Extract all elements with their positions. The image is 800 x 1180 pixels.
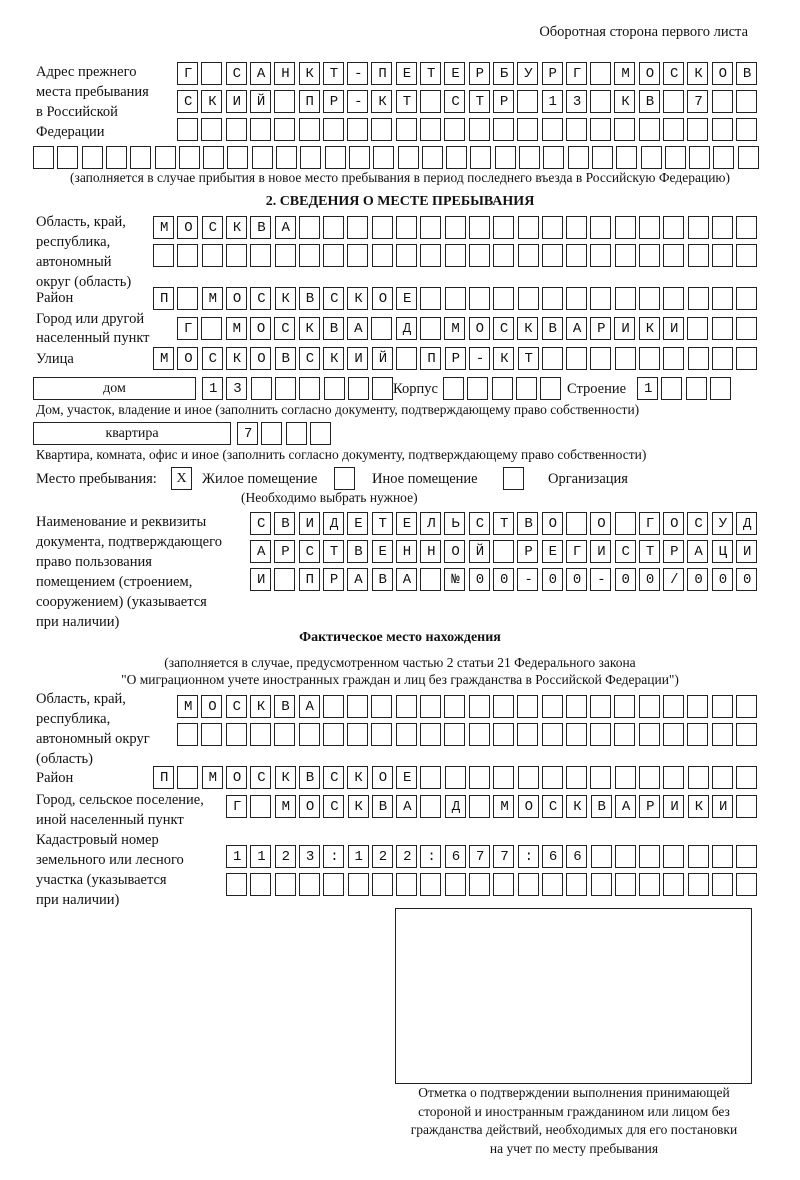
- cell-row-text: Г МОСКВА Д МОСКВАРИКИ: [233, 799, 768, 815]
- house-note: Дом, участок, владение и иное (заполнить согласно документу, подтверждающему право собственности): [36, 402, 640, 417]
- stay-place-checkbox-other[interactable]: [334, 467, 355, 490]
- cell-row-text: 7: [244, 426, 342, 442]
- label-line: Область, край,: [36, 214, 126, 230]
- stay-place-note: (Необходимо выбрать нужное): [241, 490, 418, 505]
- label-line: Адрес прежнего: [36, 64, 137, 80]
- cell-row-text: АРСТВЕННОЙ РЕГИСТРАЦИ: [257, 544, 768, 560]
- label-line: места пребывания: [36, 84, 149, 100]
- cell-row-text: [160, 244, 768, 268]
- cell-row-text: МОСКВА: [160, 220, 768, 236]
- actual-region-label: [36, 689, 150, 769]
- label-line: земельного или лесного: [36, 852, 184, 868]
- actual-city-label: [36, 790, 204, 830]
- cell-row-text: П МОСКВСКОЕ: [160, 291, 768, 307]
- actual-location-title: Фактическое место нахождения: [299, 630, 501, 645]
- stay-place-checkbox-residential[interactable]: X: [171, 467, 192, 490]
- cell-row-text: Г МОСКВА Д МОСКВАРИКИ: [184, 321, 768, 337]
- cell-row-text: [40, 146, 769, 170]
- label-line: Область, край,: [36, 691, 126, 707]
- cell-row-text: МОСКОВСКИЙ ПР-КТ: [160, 351, 768, 367]
- label-line: помещением (строением,: [36, 574, 193, 590]
- cell-row-text: П МОСКВСКОЕ: [160, 770, 768, 786]
- cell-row-text: СВИДЕТЕЛЬСТВО О ГОСУД: [257, 516, 768, 532]
- label-line: при наличии): [36, 892, 120, 908]
- label-line: республика,: [36, 711, 111, 727]
- label-line: участка (указывается: [36, 872, 167, 888]
- caption-line: гражданства действий, необходимых для его постановки: [410, 1122, 738, 1137]
- caption-line: стороной и иностранным гражданином или лицом без: [418, 1103, 730, 1119]
- label-line: Федерации: [36, 124, 105, 140]
- label-line: Город, сельское поселение,: [36, 792, 204, 808]
- label-line: округ (область): [36, 274, 132, 290]
- region-label: [36, 212, 131, 292]
- actual-location-note-2: "О миграционном учете иностранных граждан и лиц без гражданства в Российской Федерации"): [121, 672, 679, 687]
- house-type-field[interactable]: дом: [33, 377, 196, 400]
- stay-place-checkbox-organization[interactable]: [503, 467, 524, 490]
- cell-row-text: СКИЙ ПР-КТ СТР 13 КВ 7: [184, 94, 768, 110]
- cell-row-text: [184, 723, 767, 747]
- actual-location-note-1: (заполняется в случае, предусмотренном частью 2 статьи 21 Федерального закона: [164, 655, 636, 670]
- city-label: [36, 310, 150, 348]
- street-label: Улица: [36, 351, 74, 367]
- caption-line: на учет по месту пребывания: [489, 1140, 659, 1156]
- cell-row-text: [184, 118, 767, 142]
- label-line: Город или другой: [36, 311, 145, 327]
- previous-address-note: (заполняется в случае прибытия в новое место пребывания в период последнего въезда в Российскую Федерацию): [69, 170, 731, 185]
- cell-row-text: 1123:122:677:66: [233, 849, 768, 865]
- label-line: Наименование и реквизиты: [36, 514, 207, 530]
- district-label: Район: [36, 290, 74, 306]
- label-line: документа, подтверждающего: [36, 534, 222, 550]
- cell-row-text: Г САНКТ-ПЕТЕРБУРГ МОСКОВ: [184, 66, 768, 82]
- document-label: [36, 512, 222, 632]
- cell-row-text: 1: [644, 381, 742, 397]
- cell-row-text: 13: [209, 381, 404, 397]
- stay-place-label: Место пребывания:: [36, 471, 157, 487]
- label-line: право пользования: [36, 554, 152, 570]
- stroenie-label: Строение: [567, 381, 627, 397]
- apartment-note: Квартира, комната, офис и иное (заполнить согласно документу, подтверждающему право собственности): [36, 447, 647, 462]
- cell-row-text: И ПРАВА №00-00-00/000: [257, 572, 768, 588]
- label-line: иной населенный пункт: [36, 812, 184, 828]
- cell-row-text: МОСКВА: [184, 699, 768, 715]
- stay-place-option-organization: Организация: [548, 471, 628, 487]
- label-line: Кадастровый номер: [36, 832, 159, 848]
- korpus-label: Корпус: [393, 381, 438, 397]
- stay-place-option-other: Иное помещение: [372, 471, 478, 487]
- stay-place-option-residential: Жилое помещение: [202, 471, 318, 487]
- cadastral-label: [36, 830, 184, 910]
- confirmation-stamp-box: [395, 908, 752, 1084]
- previous-address-label: [36, 62, 149, 142]
- cell-row-text: [233, 873, 768, 897]
- label-line: республика,: [36, 234, 111, 250]
- actual-district-label: Район: [36, 770, 74, 786]
- apartment-type-field[interactable]: квартира: [33, 422, 231, 445]
- cell-row-text: [450, 377, 572, 401]
- caption-line: Отметка о подтверждении выполнения принимающей: [418, 1085, 730, 1100]
- label-line: при наличии): [36, 614, 120, 630]
- page-side-label: Оборотная сторона первого листа: [539, 24, 748, 40]
- label-line: в Российской: [36, 104, 118, 120]
- label-line: автономный округ: [36, 731, 150, 747]
- section-2-title: 2. СВЕДЕНИЯ О МЕСТЕ ПРЕБЫВАНИЯ: [265, 194, 535, 209]
- label-line: автономный: [36, 254, 112, 270]
- label-line: населенный пункт: [36, 330, 150, 346]
- label-line: сооружением) (указывается: [36, 594, 207, 610]
- stamp-caption: [395, 1084, 753, 1158]
- label-line: (область): [36, 751, 93, 767]
